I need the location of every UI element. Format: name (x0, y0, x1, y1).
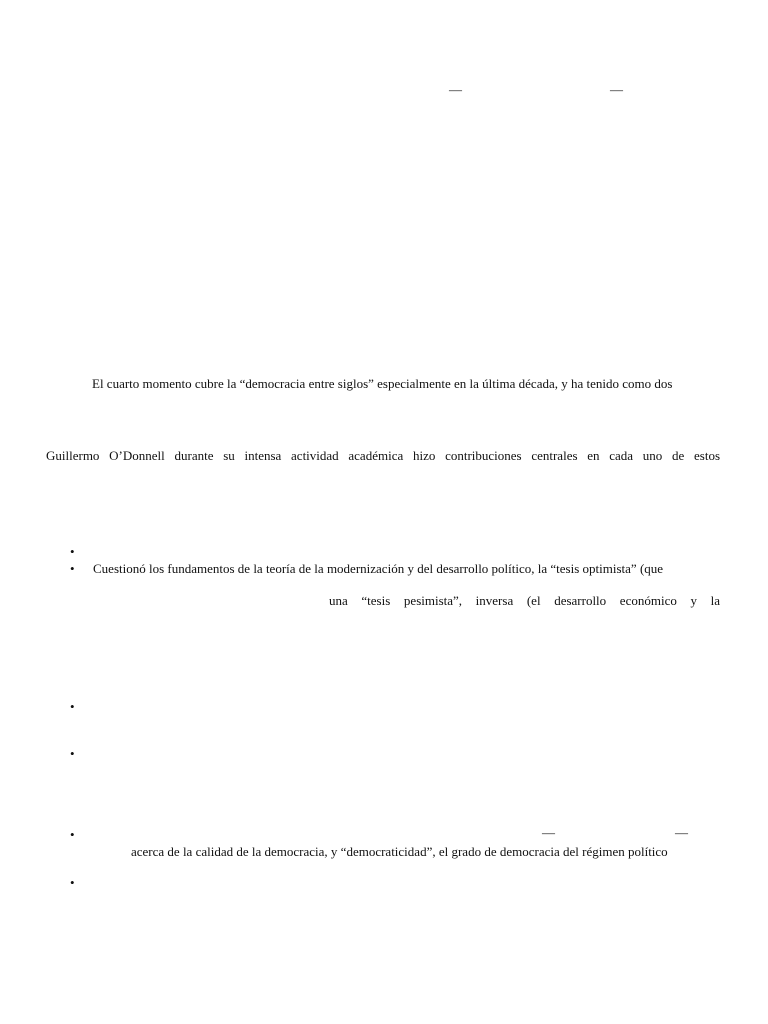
header-dash-left: — (449, 82, 462, 97)
bullet-item-dash-right: — (675, 825, 688, 840)
bullet-item-tesis-pesimista: una “tesis pesimista”, inversa (el desarrollo económico y la (329, 593, 720, 608)
paragraph-odonnell: Guillermo O’Donnell durante su intensa actividad académica hizo contribuciones centrales en cada uno de estos (46, 448, 720, 463)
bullet-marker-6: • (70, 875, 75, 890)
bullet-marker-2: • (70, 561, 75, 576)
header-dash-right: — (610, 82, 623, 97)
bullet-item-modernizacion: Cuestionó los fundamentos de la teoría de la modernización y del desarrollo político, la “tesis optimista” (que (93, 561, 664, 576)
bullet-item-calidad-democracia: acerca de la calidad de la democracia, y “democraticidad”, el grado de democracia del régimen político (131, 844, 668, 859)
bullet-marker-5: • (70, 827, 75, 842)
paragraph-cuarto-momento: El cuarto momento cubre la “democracia entre siglos” especialmente en la última década, y ha tenido como dos (92, 376, 673, 391)
bullet-marker-1: • (70, 544, 75, 559)
bullet-marker-3: • (70, 699, 75, 714)
bullet-item-dash-left: — (542, 825, 555, 840)
bullet-marker-4: • (70, 746, 75, 761)
